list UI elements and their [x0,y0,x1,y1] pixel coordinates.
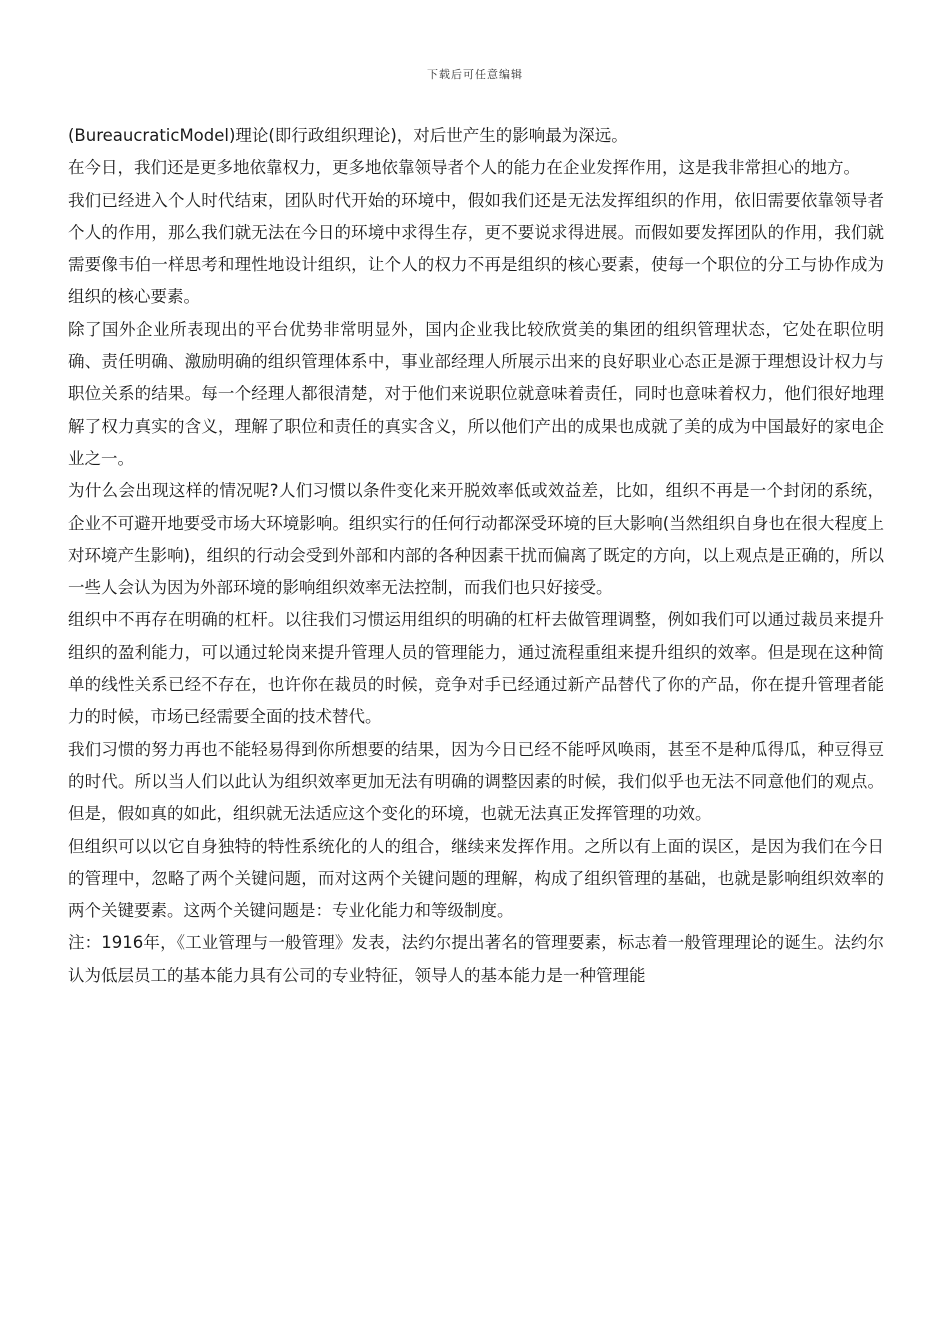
paragraph-8: 但组织可以以它自身独特的特性系统化的人的组合，继续来发挥作用。之所以有上面的误区，是因为我们在今日的管理中，忽略了两个关键问题，而对这两个关键问题的理解，构成了组织管理的基础，也就是影响组织效率的两个关键要素。这两个关键问题是：专业化能力和等级制度。 [68,836,884,921]
paragraph-4: 除了国外企业所表现出的平台优势非常明显外，国内企业我比较欣赏美的集团的组织管理状态，它处在职位明确、责任明确、激励明确的组织管理体系中，事业部经理人所展示出来的良好职业心态正是源于理想设计权力与职位关系的结果。每一个经理人都很清楚，对于他们来说职位就意味着责任，同时也意味着权力，他们很好地理解了权力真实的含义，理解了职位和责任的真实含义，所以他们产出的成果也成就了美的成为中国最好的家电企业之一。 [68,319,884,468]
paragraph-3: 我们已经进入个人时代结束，团队时代开始的环境中，假如我们还是无法发挥组织的作用，依旧需要依靠领导者个人的作用，那么我们就无法在今日的环境中求得生存，更不要说求得进展。而假如要发挥团队的作用，我们就需要像韦伯一样思考和理性地设计组织，让个人的权力不再是组织的核心要素，使每一个职位的分工与协作成为组织的核心要素。 [68,190,884,307]
paragraph-7: 我们习惯的努力再也不能轻易得到你所想要的结果，因为今日已经不能呼风唤雨，甚至不是种瓜得瓜，种豆得豆的时代。所以当人们以此认为组织效率更加无法有明确的调整因素的时候，我们似乎也无法不同意他们的观点。但是，假如真的如此，组织就无法适应这个变化的环境，也就无法真正发挥管理的功效。 [68,739,884,824]
paragraph-6: 组织中不再存在明确的杠杆。以往我们习惯运用组织的明确的杠杆去做管理调整，例如我们可以通过裁员来提升组织的盈利能力，可以通过轮岗来提升管理人员的管理能力，通过流程重组来提升组织的效率。但是现在这种简单的线性关系已经不存在，也许你在裁员的时候，竞争对手已经通过新产品替代了你的产品，你在提升管理者能力的时候，市场已经需要全面的技术替代。 [68,610,884,727]
paragraph-1: (BureaucraticModel)理论(即行政组织理论)，对后世产生的影响最为深远。 [68,126,628,145]
document-body [68,120,884,992]
page-header: 下载后可任意编辑 [427,68,523,81]
paragraph-2: 在今日，我们还是更多地依靠权力，更多地依靠领导者个人的能力在企业发挥作用，这是我非常担心的地方。 [68,158,860,178]
paragraph-5: 为什么会出现这样的情况呢?人们习惯以条件变化来开脱效率低或效益差，比如，组织不再是一个封闭的系统，企业不可避开地要受市场大环境影响。组织实行的任何行动都深受环境的巨大影响(当然组织自身也在很大程度上对环境产生影响)，组织的行动会受到外部和内部的各种因素干扰而偏离了既定的方向，以上观点是正确的，所以一些人会认为因为外部环境的影响组织效率无法控制，而我们也只好接受。 [68,481,884,598]
paragraph-9: 注：1916年，《工业管理与一般管理》发表，法约尔提出著名的管理要素，标志着一般管理理论的诞生。法约尔认为低层员工的基本能力具有公司的专业特征，领导人的基本能力是一种管理能 [68,933,884,985]
